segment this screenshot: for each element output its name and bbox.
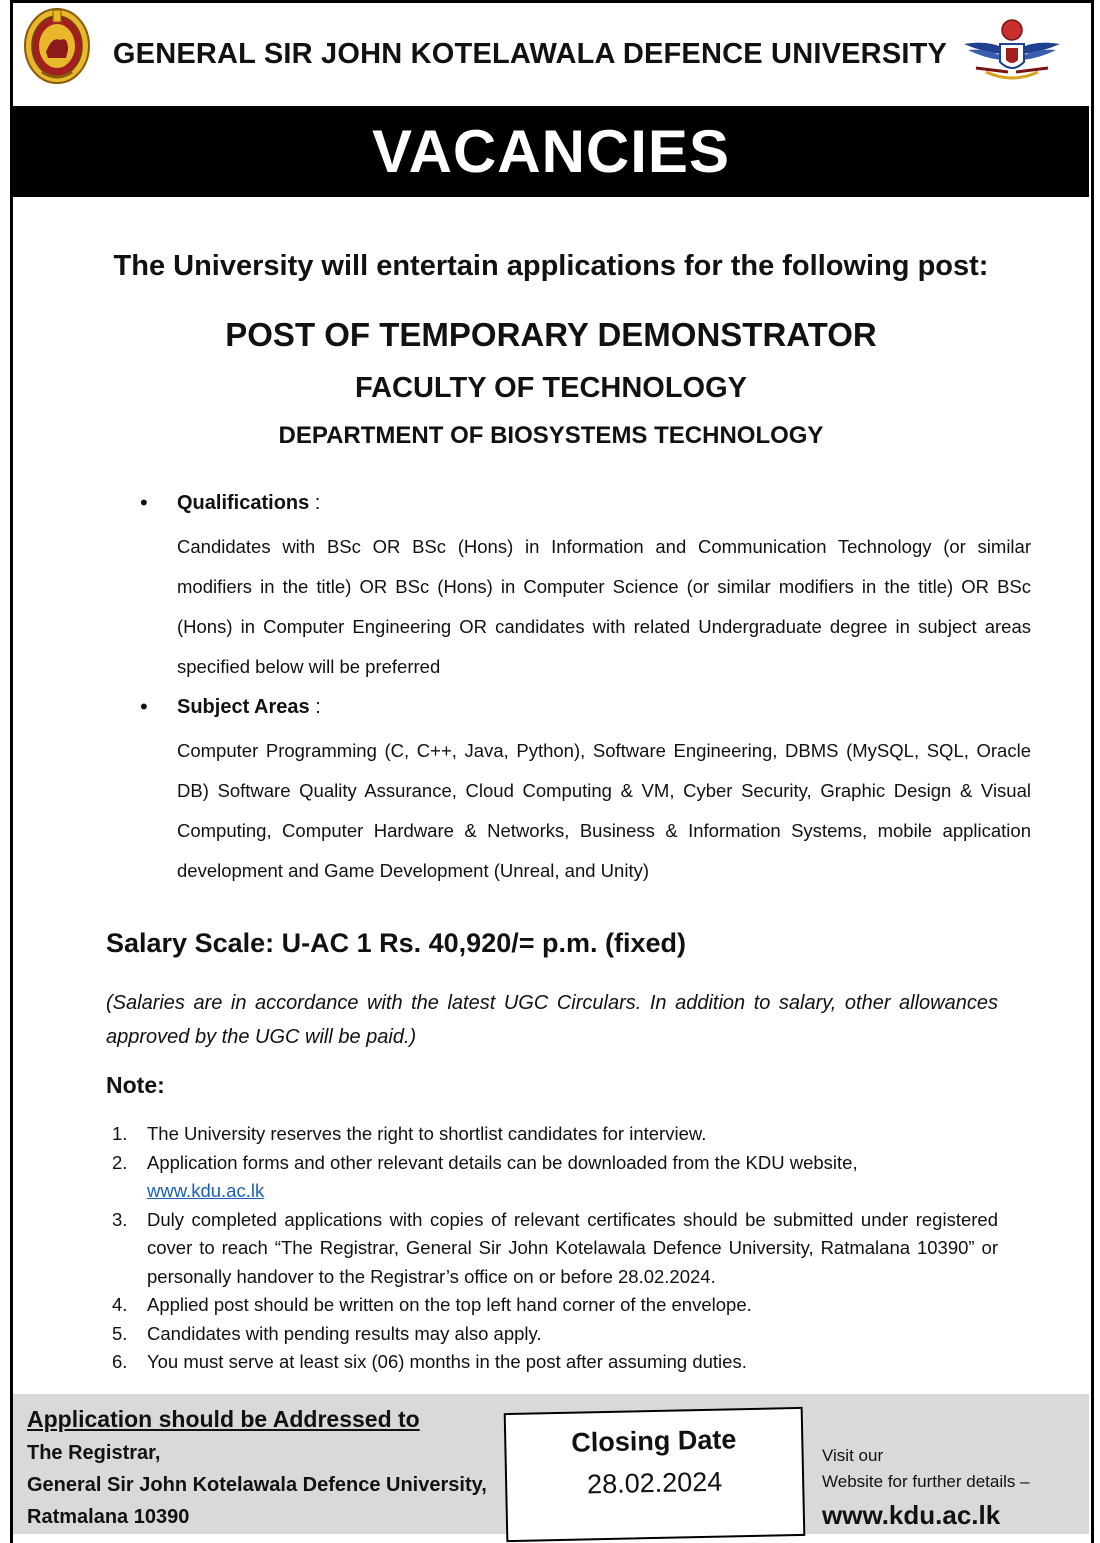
- department-name: DEPARTMENT OF BIOSYSTEMS TECHNOLOGY: [278, 422, 824, 449]
- qualifications-label: Qualifications: [177, 492, 310, 514]
- subject-areas-text: Computer Programming (C, C++, Java, Python), Software Engineering, DBMS (MySQL, SQL, Oracle DB) Software Quality Assurance, Cloud Computing & VM, Cyber Security, Graphic Design & Visual Computing, Computer Hardware & Networks, Business & Information Systems, mobile application development and Game Development (Unreal, and Unity): [177, 740, 1031, 881]
- note-number: 4.: [112, 1294, 128, 1315]
- faculty-name: FACULTY OF TECHNOLOGY: [354, 372, 748, 404]
- note-number: 2.: [112, 1151, 128, 1173]
- note-text: The University reserves the right to shortlist candidates for interview.: [147, 1123, 707, 1144]
- qualifications-colon: :: [309, 492, 321, 514]
- list-item: [106, 1291, 998, 1320]
- closing-date-value: 28.02.2024: [586, 1466, 723, 1500]
- subject-areas-heading: [140, 696, 1031, 719]
- note-text: Candidates with pending results may also apply.: [147, 1322, 542, 1344]
- qualifications-section: [140, 492, 1031, 687]
- address-line-2: General Sir John Kotelawala Defence University,: [27, 1474, 487, 1496]
- banner-title: VACANCIES: [372, 118, 730, 185]
- kdu-website-link[interactable]: www.kdu.ac.lk: [147, 1180, 265, 1201]
- visit-line-2: Website for further details –: [822, 1472, 1030, 1491]
- closing-date-box: [504, 1407, 806, 1542]
- list-item: [106, 1120, 998, 1149]
- salary-note: (Salaries are in accordance with the latest UGC Circulars. In addition to salary, other allowances approved by the UGC will be paid.): [106, 992, 998, 1048]
- note-text: Applied post should be written on the top left hand corner of the envelope.: [147, 1294, 752, 1315]
- note-heading: Note:: [106, 1072, 165, 1098]
- note-number: 6.: [112, 1351, 128, 1372]
- note-number: 3.: [112, 1208, 128, 1230]
- closing-date-label: Closing Date: [570, 1424, 737, 1458]
- list-item: [106, 1149, 998, 1206]
- qualifications-heading: [140, 492, 1031, 515]
- kdu-crest-icon: [962, 14, 1062, 84]
- notes-list: [106, 1120, 998, 1377]
- note-text: You must serve at least six (06) months in the post after assuming duties.: [147, 1351, 747, 1372]
- footer-website-url: www.kdu.ac.lk: [822, 1500, 1001, 1530]
- address-line-3: Ratmalana 10390: [27, 1506, 190, 1528]
- salary-scale: Salary Scale: U-AC 1 Rs. 40,920/= p.m. (fixed): [106, 928, 686, 958]
- subject-areas-label: Subject Areas: [177, 696, 310, 718]
- list-item: [106, 1206, 998, 1292]
- address-heading: Application should be Addressed to: [27, 1406, 420, 1432]
- intro-text: The University will entertain applications for the following post:: [113, 250, 989, 282]
- university-name: GENERAL SIR JOHN KOTELAWALA DEFENCE UNIVERSITY: [112, 38, 948, 70]
- note-number: 1.: [112, 1123, 128, 1144]
- note-number: 5.: [112, 1322, 128, 1344]
- note-text: Duly completed applications with copies of relevant certificates should be submitted under registered cover to reach “The Registrar, General Sir John Kotelawala Defence University, Ratmalana 10390” or personally handover to the Registrar’s office on or before 28.02.2024.: [147, 1208, 998, 1287]
- list-item: [106, 1348, 998, 1377]
- post-title: POST OF TEMPORARY DEMONSTRATOR: [225, 316, 877, 353]
- list-item: [106, 1320, 998, 1349]
- subject-areas-section: [140, 696, 1031, 891]
- visit-line-1: Visit our: [822, 1446, 884, 1465]
- vacancies-banner: [13, 106, 1089, 197]
- national-emblem-icon: [22, 6, 92, 86]
- address-line-1: The Registrar,: [27, 1442, 161, 1464]
- note-text: Application forms and other relevant details can be downloaded from the KDU website,: [147, 1151, 858, 1173]
- qualifications-text: Candidates with BSc OR BSc (Hons) in Information and Communication Technology (or similar modifiers in the title) OR BSc (Hons) in Computer Science (or similar modifiers in the title) OR BSc (Hons) in Computer Engineering OR candidates with related Undergraduate degree in subject areas specified below will be preferred: [177, 536, 1031, 677]
- subject-areas-colon: :: [309, 696, 321, 718]
